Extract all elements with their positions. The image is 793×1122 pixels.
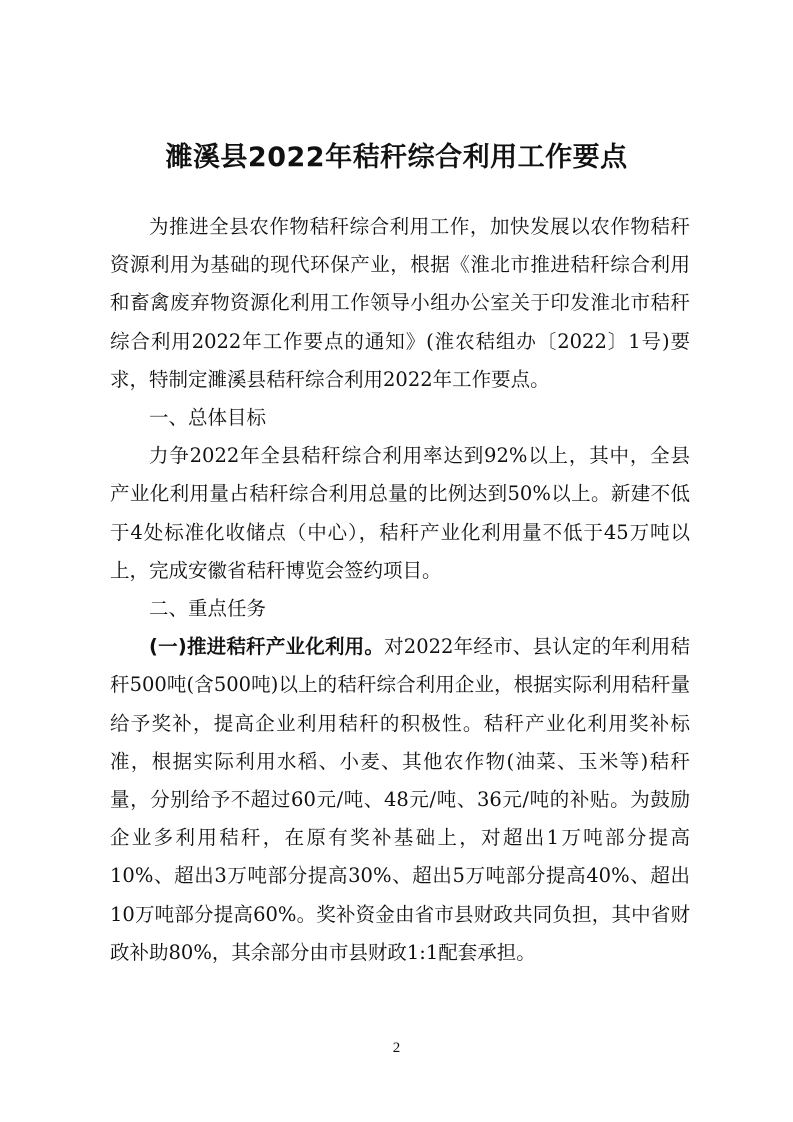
key-task-item-1-lead: (一)推进秸秆产业化利用。 bbox=[149, 635, 385, 659]
document-title: 濉溪县2022年秸秆综合利用工作要点 bbox=[165, 142, 628, 173]
intro-paragraph: 为推进全县农作物秸秆综合利用工作，加快发展以农作物秸秆资源利用为基础的现代环保产业，根据《淮北市推进秸秆综合利用和畜禽废弃物资源化利用工作领导小组办公室关于印发淮北市秸秆综合利用2022年工作要点的通知》(淮农秸组办〔2022〕1号)要求，特制定濉溪县秸秆综合利用2022年工作要点。 bbox=[110, 215, 690, 391]
document-body bbox=[110, 208, 690, 972]
key-task-item-1 bbox=[110, 628, 690, 972]
page-number: 2 bbox=[392, 1040, 401, 1056]
section-heading-overall-goals: 一、总体目标 bbox=[149, 406, 267, 430]
section-heading-key-tasks: 二、重点任务 bbox=[149, 597, 267, 621]
key-task-item-1-text: 对2022年经市、县认定的年利用秸秆500吨(含500吨)以上的秸秆综合利用企业，根据实际利用秸秆量给予奖补，提高企业利用秸秆的积极性。秸秆产业化利用奖补标准，根据实际利用水稻、小麦、其他农作物(油菜、玉米等)秸秆量，分别给予不超过60元/吨、48元/吨、36元/吨的补贴。为鼓励企业多利用秸秆，在原有奖补基础上，对超出1万吨部分提高10%、超出3万吨部分提高30%、超出5万吨部分提高40%、超出10万吨部分提高60%。奖补资金由省市县财政共同负担，其中省财政补助80%，其余部分由市县财政1:1配套承担。 bbox=[110, 635, 690, 964]
overall-goals-paragraph: 力争2022年全县秸秆综合利用率达到92%以上，其中，全县产业化利用量占秸秆综合利用总量的比例达到50%以上。新建不低于4处标准化收储点（中心），秸秆产业化利用量不低于45万吨以上，完成安徽省秸秆博览会签约项目。 bbox=[110, 444, 690, 582]
